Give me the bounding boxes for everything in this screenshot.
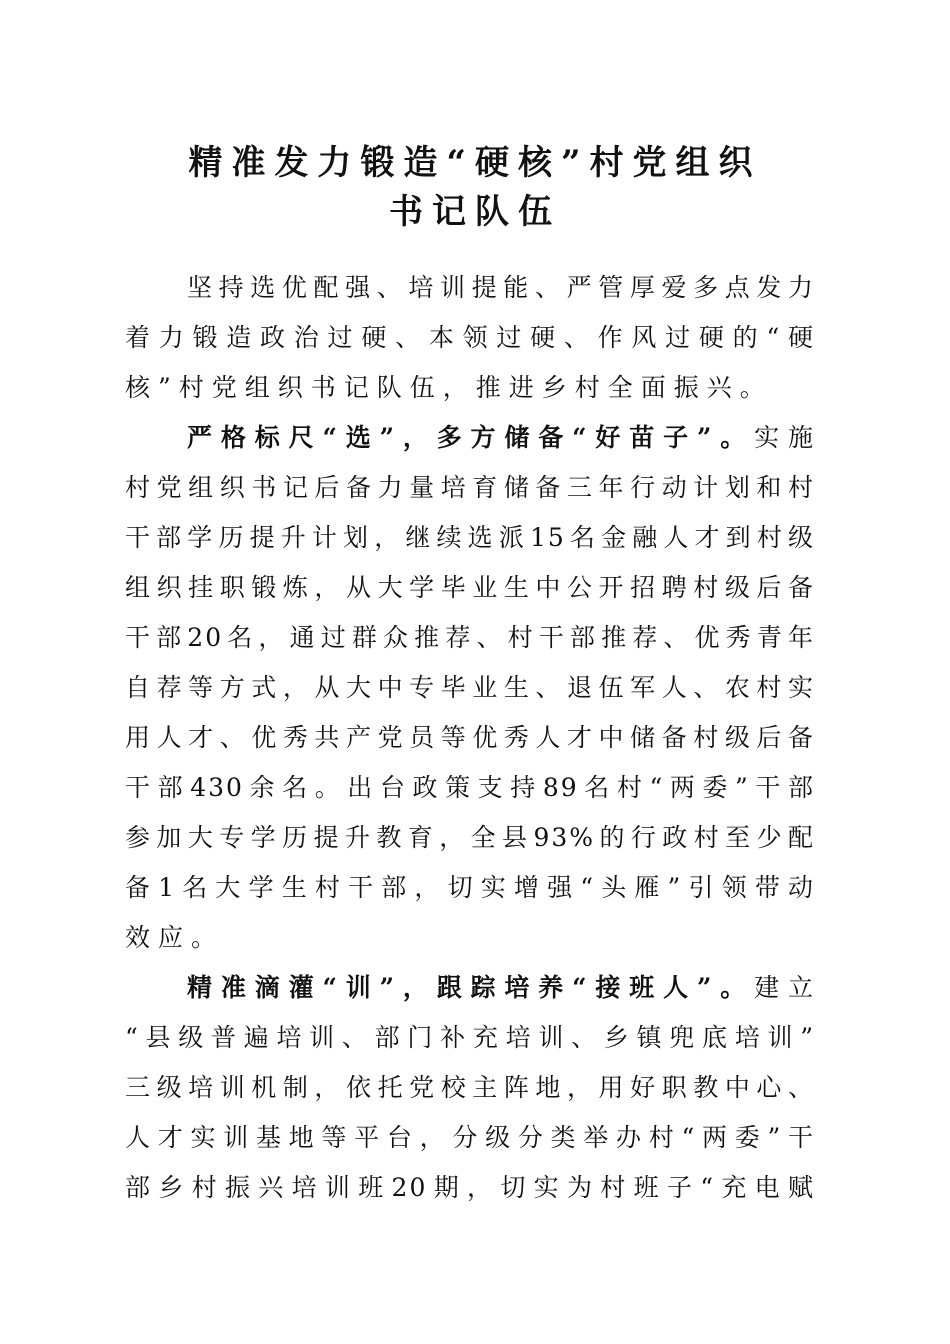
text-line: 坚持选优配强、培训提能、严管厚爱多点发力 (187, 273, 815, 302)
text-line: 备1名大学生村干部，切实增强“头雁”引领带动 (125, 873, 815, 902)
text-line: 人才实训基地等平台，分级分类举办村“两委”干 (125, 1123, 815, 1152)
text-line: 效应。 (125, 923, 225, 952)
text-line: 村党组织书记后备力量培育储备三年行动计划和村 (125, 473, 815, 502)
page-title-line-2: 书记队伍 (389, 192, 561, 232)
text-line: “县级普遍培训、部门补充培训、乡镇兜底培训” (125, 1023, 815, 1052)
text-line: 组织挂职锻炼，从大学毕业生中公开招聘村级后备 (125, 573, 815, 602)
text-line: 自荐等方式，从大中专毕业生、退伍军人、农村实 (125, 673, 815, 702)
text-line: 精准滴灌“训”，跟踪培养“接班人”。建立 (187, 973, 815, 1002)
text-line: 用人才、优秀共产党员等优秀人才中储备村级后备 (125, 723, 815, 752)
text-line: 严格标尺“选”，多方储备“好苗子”。实施 (187, 423, 815, 452)
text-line: 三级培训机制，依托党校主阵地，用好职教中心、 (125, 1073, 815, 1102)
section-heading: 严格标尺“选”，多方储备“好苗子”。 (187, 423, 755, 452)
text-line: 部乡村振兴培训班20期，切实为村班子“充电赋 (125, 1173, 815, 1202)
text-line: 干部430余名。出台政策支持89名村“两委”干部 (125, 773, 815, 802)
section-heading: 精准滴灌“训”，跟踪培养“接班人”。 (187, 973, 755, 1002)
text-line: 干部20名，通过群众推荐、村干部推荐、优秀青年 (125, 623, 815, 652)
text-line: 着力锻造政治过硬、本领过硬、作风过硬的“硬 (125, 323, 815, 352)
page-title-line-1: 精准发力锻造“硬核”村党组织 (188, 143, 762, 183)
text-line: 核”村党组织书记队伍，推进乡村全面振兴。 (125, 373, 773, 402)
text-line: 参加大专学历提升教育，全县93%的行政村至少配 (125, 823, 815, 852)
text-line: 干部学历提升计划，继续选派15名金融人才到村级 (125, 523, 815, 552)
